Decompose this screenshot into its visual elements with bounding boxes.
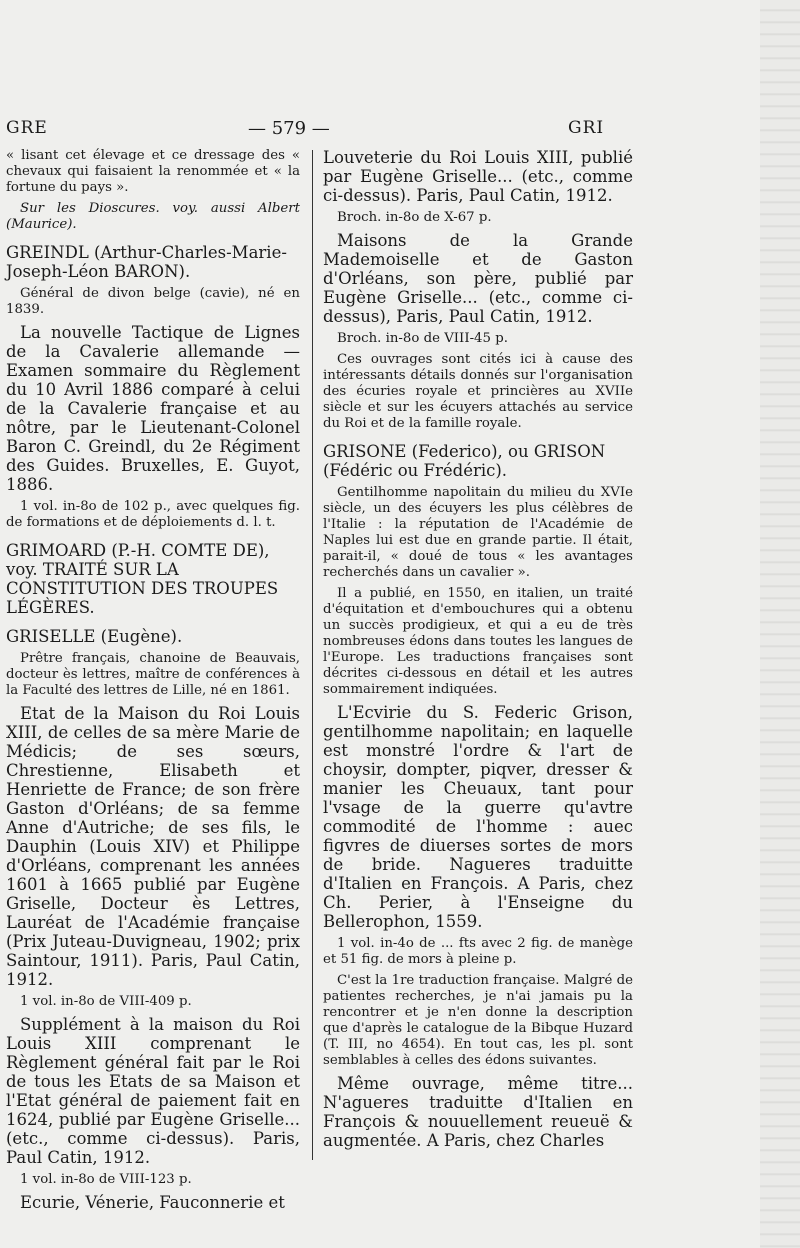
entry-heading-greindl: GREINDL (Arthur-Charles-Marie-Joseph-Léon BARON). (6, 243, 287, 281)
scan-edge-noise (760, 0, 800, 1248)
right-paragraph-10: 1 vol. in-4o de ... fts avec 2 fig. de manège et 51 fig. de mors à pleine p. (323, 936, 633, 967)
right-paragraph-7: Gentilhomme napolitain du milieu du XVIe siècle, un des écuyers les plus célèbres de l'Italie : la réputation de l'Académie de Naples lui est due en grande partie. Il était, parait-il, « doué de tous « les avantages recherchés dans un cavalier ». (323, 485, 633, 580)
left-paragraph-14: Ecurie, Vénerie, Fauconnerie et (20, 1193, 285, 1212)
left-paragraph-13: 1 vol. in-8o de VIII-123 p. (20, 1172, 192, 1187)
left-paragraph-5: La nouvelle Tactique de Lignes de la Cavalerie allemande — Examen sommaire du Règlement du 10 Avril 1886 comparé à celui de la Cavalerie française et au nôtre, par le Lieutenant-Colonel Baron C. Greindl, du 2e Régiment des Guides. Bruxelles, E. Guyot, 1886. (6, 323, 300, 494)
entry-heading-grimoard: GRIMOARD (P.-H. COMTE DE), voy. TRAITÉ SUR LA CONSTITUTION DES TROUPES LÉGÈRES. (6, 541, 279, 617)
column-divider (312, 150, 313, 1160)
left-paragraph-2: Sur les Dioscures. voy. aussi Albert (Maurice). (6, 201, 300, 232)
right-column (323, 148, 633, 1155)
right-paragraph-5: Ces ouvrages sont cités ici à cause des intéressants détails donnés sur l'organisation des écuries royale et princières au XVIIe siècle et sur les écuyers attachés au service du Roi et de la famille royale. (323, 352, 633, 431)
left-column (6, 148, 300, 1217)
right-paragraph-11: C'est la 1re traduction française. Malgré de patientes recherches, je n'ai jamais pu la rencontrer et je n'en donne la description que d'après le catalogue de la Bibque Huzard (T. III, no 4654). En tout cas, les pl. sont semblables à celles des édons suivantes. (323, 973, 633, 1068)
header-left-keyword: GRE (6, 118, 48, 138)
right-paragraph-12: Même ouvrage, même titre... N'agueres traduitte d'Italien en François & nouuellement reueuë & augmentée. A Paris, chez Charles (323, 1074, 633, 1150)
left-paragraph-9: Prêtre français, chanoine de Beauvais, docteur ès lettres, maître de conférences à la Faculté des lettres de Lille, né en 1861. (6, 651, 300, 698)
left-paragraph-1: « lisant cet élevage et ce dressage des « chevaux qui faisaient la renommée et « la fortune du pays ». (6, 148, 300, 195)
right-paragraph-2: Broch. in-8o de X-67 p. (337, 210, 492, 225)
left-paragraph-12: Supplément à la maison du Roi Louis XIII comprenant le Règlement général fait par le Roi de tous les Etats de sa Maison et l'Etat général de paiement fait en 1624, publié par Eugène Griselle... (etc., comme ci-dessus). Paris, Paul Catin, 1912. (6, 1015, 300, 1167)
left-paragraph-4: Général de divon belge (cavie), né en 1839. (6, 286, 300, 317)
right-paragraph-8: Il a publié, en 1550, en italien, un traité d'équitation et d'embouchures qui a obtenu un succès prodigieux, et qui a eu de très nombreuses édons dans toutes les langues de l'Europe. Les traductions françaises sont décrites ci-dessous en détail et les autres sommairement indiquées. (323, 586, 633, 697)
running-header (0, 118, 800, 142)
header-right-keyword: GRI (568, 118, 605, 138)
left-paragraph-10: Etat de la Maison du Roi Louis XIII, de celles de sa mère Marie de Médicis; de ses sœurs, Chrestienne, Elisabeth et Henriette de France; de son frère Gaston d'Orléans; de sa femme Anne d'Autriche; de ses fils, le Dauphin (Louis XIV) et Philippe d'Orléans, comprenant les années 1601 à 1665 publié par Eugène Griselle, Docteur ès Lettres, Lauréat de l'Académie française (Prix Juteau-Duvigneau, 1902; prix Saintour, 1911). Paris, Paul Catin, 1912. (6, 704, 300, 989)
right-paragraph-1: Louveterie du Roi Louis XIII, publié par Eugène Griselle... (etc., comme ci-dessus). Paris, Paul Catin, 1912. (323, 148, 633, 205)
left-paragraph-6: 1 vol. in-8o de 102 p., avec quelques fig. de formations et de déploiements d. l. t. (6, 499, 300, 530)
right-paragraph-9: L'Ecvirie du S. Federic Grison, gentilhomme napolitain; en laquelle est monstré l'ordre & l'art de choysir, dompter, piqver, dresser & manier les Cheuaux, tant pour l'vsage de la guerre qu'avtre commodité de l'homme : auec figvres de diuerses sortes de mors de bride. Nagueres traduitte d'Italien en François. A Paris, chez Ch. Perier, à l'Enseigne du Bellerophon, 1559. (323, 703, 633, 931)
entry-heading-grisone: GRISONE (Federico), ou GRISON (Fédéric ou Frédéric). (323, 442, 606, 480)
page-number: — 579 — (248, 118, 330, 139)
entry-heading-griselle: GRISELLE (Eugène). (6, 627, 183, 646)
right-paragraph-4: Broch. in-8o de VIII-45 p. (337, 331, 508, 346)
left-paragraph-11: 1 vol. in-8o de VIII-409 p. (20, 994, 192, 1009)
right-paragraph-3: Maisons de la Grande Mademoiselle et de Gaston d'Orléans, son père, publié par Eugène Griselle... (etc., comme ci-dessus), Paris, Paul Catin, 1912. (323, 231, 633, 326)
